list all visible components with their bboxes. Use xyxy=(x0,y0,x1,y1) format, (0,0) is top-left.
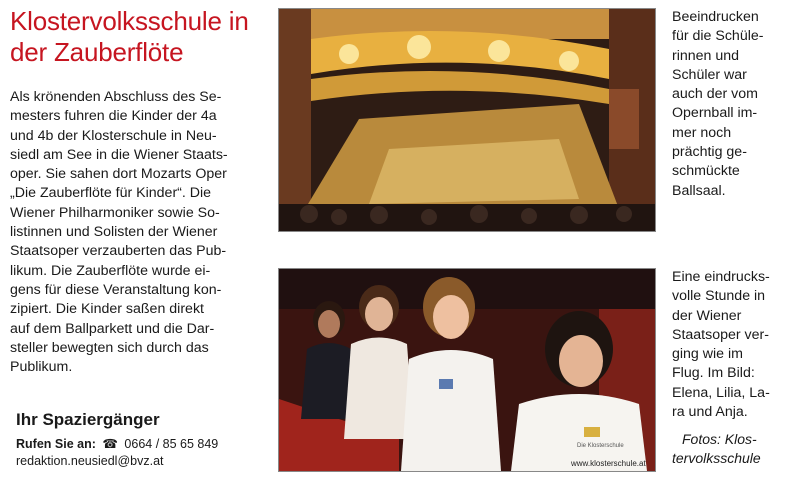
photo-credit xyxy=(672,430,796,468)
body-line: siedl am See in die Wiener Staats- xyxy=(10,146,228,163)
body-line: zipiert. Die Kinder saßen direkt xyxy=(10,301,204,318)
caption-line: für die Schüle- xyxy=(672,28,764,45)
caption-line: Beeindrucken xyxy=(672,9,759,25)
telephone-icon: ☎ xyxy=(102,437,118,451)
body-line: mesters fuhren die Kinder der 4a xyxy=(10,108,217,125)
body-line: Staatsoper verzauberten das Pub- xyxy=(10,243,227,260)
body-line: gens für diese Veranstaltung kon- xyxy=(10,281,222,298)
children-photo xyxy=(278,268,656,472)
headline-line: Klostervolksschule in xyxy=(10,6,249,36)
children-photo-caption xyxy=(672,268,796,422)
opera-photo-caption xyxy=(672,8,796,201)
caption-line: ra und Anja. xyxy=(672,404,748,421)
caption-line: Flug. Im Bild: xyxy=(672,365,755,382)
phone-number: 0664 / 85 65 849 xyxy=(124,437,219,451)
credit-line: tervolksschule xyxy=(672,450,761,466)
caption-line: rinnen und xyxy=(672,47,740,64)
opera-ballroom-illustration xyxy=(279,9,655,231)
caption-line: Eine eindrucks- xyxy=(672,269,770,285)
body-line: und 4b der Klosterschule in Neu- xyxy=(10,127,217,144)
body-line: Publikum. xyxy=(10,359,73,376)
body-line: oper. Sie sahen dort Mozarts Oper xyxy=(10,166,227,183)
caption-line: der Wiener xyxy=(672,307,742,324)
article-body xyxy=(10,88,270,377)
photo-watermark: www.klosterschule.at xyxy=(571,459,646,468)
caption-line: schmückte xyxy=(672,163,740,180)
body-line: steller bewegten sich durch das xyxy=(10,339,209,356)
phone-label: Rufen Sie an: xyxy=(16,437,96,451)
caption-line: Schüler war xyxy=(672,66,747,83)
children-illustration xyxy=(279,269,655,471)
signature-email: redaktion.neusiedl@bvz.at xyxy=(16,454,164,468)
article-headline xyxy=(10,6,265,68)
body-line: „Die Zauberflöte für Kinder“. Die xyxy=(10,185,212,202)
credit-line: Fotos: Klos- xyxy=(682,431,757,447)
caption-line: Ballsaal. xyxy=(672,182,726,199)
caption-line: Elena, Lilia, La- xyxy=(672,384,770,401)
signature-title: Ihr Spaziergänger xyxy=(16,410,160,429)
caption-line: mer noch xyxy=(672,124,732,141)
caption-line: prächtig ge- xyxy=(672,144,747,161)
opera-ballroom-photo xyxy=(278,8,656,232)
body-line: listinnen und Solisten der Wiener xyxy=(10,224,218,241)
body-line: Wiener Philharmoniker sowie So- xyxy=(10,204,220,221)
caption-line: ging wie im xyxy=(672,346,743,363)
body-line: likum. Die Zauberflöte wurde ei- xyxy=(10,262,211,279)
headline-line: der Zauberflöte xyxy=(10,37,184,67)
body-line: auf dem Ballparkett und die Dar- xyxy=(10,320,215,337)
signature-phone xyxy=(16,436,218,451)
caption-line: Staatsoper ver- xyxy=(672,326,769,343)
caption-line: auch der vom xyxy=(672,86,758,103)
shirt-print: Die Klosterschule xyxy=(577,443,624,449)
body-line: Als krönenden Abschluss des Se- xyxy=(10,89,222,105)
caption-line: Opernball im- xyxy=(672,105,758,122)
caption-line: volle Stunde in xyxy=(672,288,766,305)
